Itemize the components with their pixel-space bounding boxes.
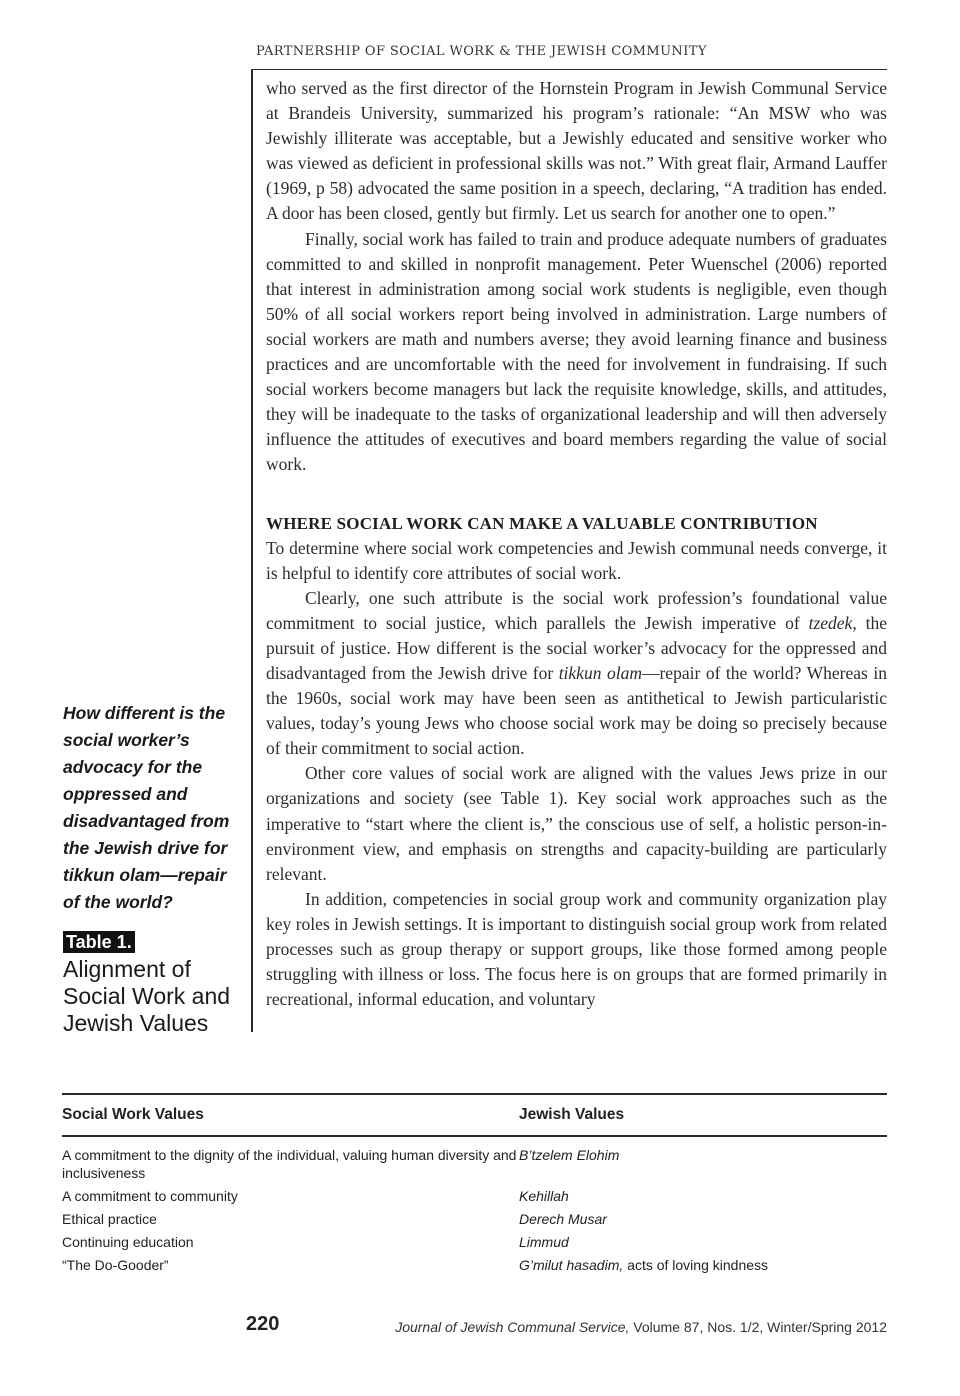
table-row: [62, 1233, 887, 1251]
table-row: [62, 1210, 887, 1228]
section-heading: WHERE SOCIAL WORK CAN MAKE A VALUABLE CONTRIBUTION: [266, 513, 818, 533]
column-header-jewish: Jewish Values: [519, 1106, 625, 1123]
table-body: [62, 1137, 887, 1274]
column-top-rule: [251, 69, 887, 70]
table-row: [62, 1256, 887, 1274]
table-row: [62, 1146, 887, 1182]
social-value-cell: Continuing education: [62, 1234, 194, 1250]
jewish-value-cell: Limmud: [519, 1234, 569, 1250]
jewish-value-gloss: acts of loving kindness: [623, 1257, 769, 1273]
main-text-column: [266, 76, 887, 1012]
paragraph-4-text-a: Clearly, one such attribute is the social work profession’s foundational value commitment to social justice, which parallels the Jewish imperative of: [266, 587, 887, 633]
journal-name: Journal of Jewish Communal Service,: [395, 1319, 630, 1335]
pull-quote: How different is the social worker’s advocacy for the oppressed and disadvantaged from the Jewish drive for tikkun olam—repair of the world?: [63, 703, 230, 912]
social-value-cell: “The Do-Gooder”: [62, 1257, 169, 1273]
body-paragraph-1: who served as the first director of the Hornstein Program in Jewish Communal Service at Brandeis University, summarized his program’s rationale: “An MSW who was Jewishly illiterate was acceptable, but a Jewishly educated and sensitive worker who was viewed as deficient in professional skills was not.” With great flair, Armand Lauffer (1969, p 58) advocated the same position in a speech, declaring, “A tradition has ended. A door has been closed, gently but firmly. Let us search for another one to open.”: [266, 78, 887, 224]
social-value-cell: A commitment to community: [62, 1188, 238, 1204]
paragraph-4-text-b: , the pursuit of justice. How different is the social worker’s advocacy for the oppressed and disadvantaged from the Jewish drive for: [266, 612, 887, 683]
paragraph-4-text-c: —repair of the world? Whereas in the 1960s, social work may have been seen as antithetical to Jewish particularistic values, today’s young Jews who choose social work may be doing so precisely because of their commitment to social action.: [266, 662, 887, 759]
values-table: [62, 1093, 887, 1279]
body-paragraph-6: In addition, competencies in social group work and community organization play key roles in Jewish settings. It is important to distinguish social group work from related processes such as group therapy or support groups, like those formed among people struggling with illness or loss. The focus here is on groups that are formed primarily in recreational, informal education, and voluntary: [266, 888, 887, 1010]
term-tzedek: tzedek: [808, 612, 853, 633]
table-header-row: [62, 1095, 887, 1135]
table-row: [62, 1187, 887, 1205]
column-header-social-work: Social Work Values: [62, 1106, 204, 1123]
running-head: PARTNERSHIP OF SOCIAL WORK & THE JEWISH COMMUNITY: [256, 44, 707, 59]
jewish-value-cell: Kehillah: [519, 1188, 569, 1204]
journal-citation: [395, 1319, 887, 1335]
table-title: Alignment of Social Work and Jewish Values: [63, 956, 231, 1036]
social-value-cell: A commitment to the dignity of the individual, valuing human diversity and inclusiveness: [62, 1147, 517, 1181]
jewish-value-cell: B’tzelem Elohim: [519, 1147, 620, 1163]
body-paragraph-3: To determine where social work competencies and Jewish communal needs converge, it is helpful to identify core attributes of social work.: [266, 537, 887, 583]
body-paragraph-5: Other core values of social work are aligned with the values Jews prize in our organizations and society (see Table 1). Key social work approaches such as the imperative to “start where the client is,” the conscious use of self, a holistic person-in-environment view, and emphasis on strengths and capacity-building are particularly relevant.: [266, 763, 887, 884]
jewish-value-cell: [519, 1256, 887, 1274]
page-number: 220: [246, 1313, 280, 1335]
term-tikkun-olam: tikkun olam: [558, 662, 642, 683]
journal-issue: Volume 87, Nos. 1/2, Winter/Spring 2012: [629, 1319, 887, 1335]
jewish-value-cell: Derech Musar: [519, 1211, 607, 1227]
table-label: Table 1.: [63, 931, 135, 953]
body-paragraph-4: [266, 586, 887, 762]
body-paragraph-2: Finally, social work has failed to train and produce adequate numbers of graduates committed to and skilled in nonprofit management. Peter Wuenschel (2006) reported that interest in administration among social work students is negligible, even though 50% of all social workers report being involved in administration. Large numbers of social workers are math and numbers averse; they avoid learning finance and business practices and are uncomfortable with the need for involvement in fundraising. If such social workers become managers but lack the requisite knowledge, skills, and attitudes, they will be inadequate to the tasks of organizational leadership and will then adversely influence the attitudes of executives and board members regarding the value of social work.: [266, 228, 887, 475]
jewish-value-term: G’milut hasadim,: [519, 1257, 624, 1273]
social-value-cell: Ethical practice: [62, 1211, 157, 1227]
table-caption: [63, 931, 243, 1037]
column-divider-rule: [251, 70, 253, 1032]
